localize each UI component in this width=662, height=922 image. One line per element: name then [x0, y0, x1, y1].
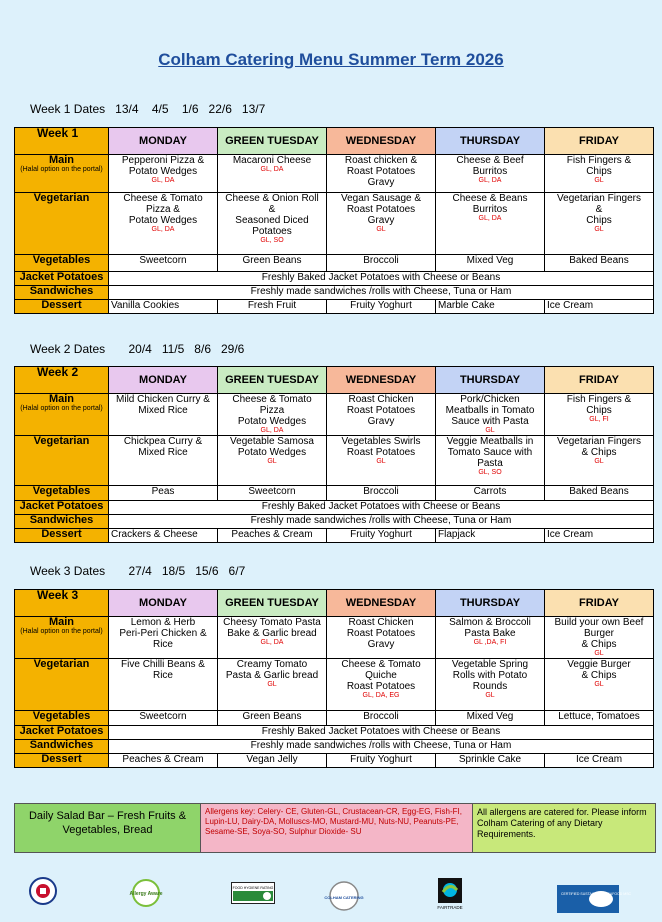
dish-name: Cheese & Onion Roll & Seasoned Diced Potatoes: [225, 193, 319, 237]
dish-name: Cheese & Beef Burritos: [456, 155, 524, 177]
dish-name: Vegetable Samosa Potato Wedges: [230, 436, 314, 458]
vegetarian-dish-monday: [109, 193, 218, 255]
dish-name: Roast Chicken Roast Potatoes Gravy: [346, 617, 416, 650]
dish-name: Cheesy Tomato Pasta Bake & Garlic bread: [223, 617, 321, 639]
dessert-friday: Ice Cream: [545, 300, 654, 314]
dish-name: Creamy Tomato Pasta & Garlic bread: [225, 659, 319, 681]
allergen-codes: GL: [594, 650, 604, 657]
allergen-codes: GL, DA: [478, 177, 502, 184]
day-header-monday: MONDAY: [109, 590, 218, 617]
day-header-thursday: THURSDAY: [436, 590, 545, 617]
vegetable-wednesday: Broccoli: [327, 486, 436, 501]
week-label: Week 1: [15, 128, 109, 155]
row-label-dessert: Dessert: [15, 754, 109, 768]
vegetable-green-tuesday: Sweetcorn: [218, 486, 327, 501]
header-row: [15, 128, 654, 155]
allergen-codes: GL, DA, EG: [362, 692, 400, 699]
dessert-green-tuesday: Fresh Fruit: [218, 300, 327, 314]
allergen-codes: GL: [485, 692, 495, 699]
dish-name: Vegetables Swirls Roast Potatoes: [341, 436, 421, 458]
dish-name: Build your own Beef Burger & Chips: [554, 617, 644, 650]
vegetarian-dish-thursday: [436, 193, 545, 255]
main-dish-green-tuesday: [218, 617, 327, 659]
dessert-monday: Peaches & Cream: [109, 754, 218, 768]
day-header-friday: FRIDAY: [545, 128, 654, 155]
catering-award-logo: [28, 876, 58, 906]
colham-catering-logo: [324, 880, 364, 912]
main-dish-green-tuesday: [218, 394, 327, 436]
header-row: [15, 367, 654, 394]
main-dish-friday: [545, 394, 654, 436]
dish-name: Fish Fingers & Chips: [566, 394, 632, 416]
allergen-codes: GL, SO: [478, 469, 502, 476]
day-header-monday: MONDAY: [109, 367, 218, 394]
dessert-row: [15, 300, 654, 314]
main-dish-monday: [109, 155, 218, 193]
dish-name: Five Chilli Beans & Rice: [121, 659, 205, 681]
main-dish-thursday: [436, 394, 545, 436]
dish-name: Mild Chicken Curry & Mixed Rice: [116, 394, 210, 416]
vegetarian-dish-wednesday: [327, 436, 436, 486]
allergen-codes: GL: [594, 681, 604, 688]
row-label-main: [15, 617, 109, 659]
logo-strip: [0, 870, 662, 915]
jacket-potatoes-row: [15, 726, 654, 740]
week-menu-table: [14, 366, 654, 543]
dish-name: Cheese & Tomato Pizza & Potato Wedges: [123, 193, 203, 226]
dish-name: Vegan Sausage & Roast Potatoes Gravy: [340, 193, 422, 226]
dish-name: Lemon & Herb Peri-Peri Chicken & Rice: [119, 617, 207, 650]
allergen-codes: GL: [267, 681, 277, 688]
vegetarian-dish-wednesday: [327, 193, 436, 255]
week-dates: Week 1 Dates 13/4 4/5 1/6 22/6 13/7: [30, 102, 266, 116]
main-row: [15, 617, 654, 659]
vegetables-row: [15, 255, 654, 272]
allergy-aware-text: Allergy Aware: [129, 891, 163, 897]
jacket-potatoes-row: [15, 501, 654, 515]
main-dish-wednesday: [327, 155, 436, 193]
vegetable-thursday: Mixed Veg: [436, 255, 545, 272]
row-label-jacket: Jacket Potatoes: [15, 272, 109, 286]
allergen-codes: GL: [376, 458, 386, 465]
vegetable-friday: Baked Beans: [545, 255, 654, 272]
main-dish-thursday: [436, 155, 545, 193]
day-header-friday: FRIDAY: [545, 367, 654, 394]
dessert-green-tuesday: Peaches & Cream: [218, 529, 327, 543]
vegetables-row: [15, 711, 654, 726]
allergen-codes: GL, DA: [260, 639, 284, 646]
dessert-friday: Ice Cream: [545, 529, 654, 543]
main-dish-thursday: [436, 617, 545, 659]
vegetable-friday: Lettuce, Tomatoes: [545, 711, 654, 726]
row-label-sandwiches: Sandwiches: [15, 515, 109, 529]
allergen-codes: GL, FI: [589, 416, 609, 423]
dessert-friday: Ice Cream: [545, 754, 654, 768]
main-dish-friday: [545, 617, 654, 659]
day-header-wednesday: WEDNESDAY: [327, 590, 436, 617]
row-label-main: [15, 155, 109, 193]
sandwiches-row: [15, 515, 654, 529]
jacket-potatoes-text: Freshly Baked Jacket Potatoes with Cheese or Beans: [109, 272, 654, 286]
dish-name: Chickpea Curry & Mixed Rice: [123, 436, 203, 458]
vegetable-thursday: Mixed Veg: [436, 711, 545, 726]
halal-note: (Halal option on the portal): [20, 405, 103, 412]
jacket-potatoes-text: Freshly Baked Jacket Potatoes with Cheese or Beans: [109, 726, 654, 740]
dish-name: Veggie Burger & Chips: [567, 659, 631, 681]
colham-logo-text: COLHAM CATERING: [324, 895, 364, 900]
allergen-codes: GL: [267, 458, 277, 465]
allergen-codes: GL, DA: [260, 166, 284, 173]
vegetable-monday: Peas: [109, 486, 218, 501]
msc-logo: [557, 885, 632, 913]
dessert-wednesday: Fruity Yoghurt: [327, 754, 436, 768]
main-dish-wednesday: [327, 394, 436, 436]
sandwiches-row: [15, 286, 654, 300]
vegetarian-dish-friday: [545, 436, 654, 486]
day-header-green-tuesday: GREEN TUESDAY: [218, 128, 327, 155]
main-dish-green-tuesday: [218, 155, 327, 193]
allergen-codes: GL: [376, 226, 386, 233]
jacket-potatoes-row: [15, 272, 654, 286]
day-header-green-tuesday: GREEN TUESDAY: [218, 367, 327, 394]
allergen-codes: GL, DA: [151, 226, 175, 233]
dish-name: Fish Fingers & Chips: [566, 155, 632, 177]
day-header-thursday: THURSDAY: [436, 128, 545, 155]
dish-name: Veggie Meatballs in Tomato Sauce with Pasta: [446, 436, 534, 469]
main-row: [15, 394, 654, 436]
page-title: Colham Catering Menu Summer Term 2026: [158, 50, 504, 69]
day-header-wednesday: WEDNESDAY: [327, 367, 436, 394]
row-label-sandwiches: Sandwiches: [15, 286, 109, 300]
vegetarian-dish-friday: [545, 659, 654, 711]
row-label-jacket: Jacket Potatoes: [15, 726, 109, 740]
row-label-dessert: Dessert: [15, 529, 109, 543]
main-row: [15, 155, 654, 193]
main-dish-monday: [109, 394, 218, 436]
vegetarian-dish-monday: [109, 659, 218, 711]
vegetable-green-tuesday: Green Beans: [218, 711, 327, 726]
row-label-jacket: Jacket Potatoes: [15, 501, 109, 515]
row-label-vegetables: Vegetables: [15, 255, 109, 272]
salad-bar-note: Daily Salad Bar – Fresh Fruits & Vegetables, Bread: [15, 804, 201, 852]
vegetarian-dish-green-tuesday: [218, 436, 327, 486]
dish-name: Vegetable Spring Rolls with Potato Rounds: [451, 659, 529, 692]
dessert-monday: Crackers & Cheese: [109, 529, 218, 543]
row-label-vegetarian: Vegetarian: [15, 436, 109, 486]
header-row: [15, 590, 654, 617]
allergen-codes: GL: [594, 458, 604, 465]
halal-note: (Halal option on the portal): [20, 628, 103, 635]
dish-name: Cheese & Beans Burritos: [452, 193, 528, 215]
dish-name: Pepperoni Pizza & Potato Wedges: [121, 155, 205, 177]
vegetarian-dish-green-tuesday: [218, 659, 327, 711]
allergen-codes: GL: [594, 226, 604, 233]
vegetarian-dish-friday: [545, 193, 654, 255]
allergen-codes: GL, DA: [478, 215, 502, 222]
day-header-monday: MONDAY: [109, 128, 218, 155]
sandwiches-text: Freshly made sandwiches /rolls with Cheese, Tuna or Ham: [109, 740, 654, 754]
food-hygiene-rating-logo: [231, 882, 275, 904]
dessert-thursday: Flapjack: [436, 529, 545, 543]
dish-name: Roast chicken & Roast Potatoes Gravy: [344, 155, 418, 188]
vegetables-row: [15, 486, 654, 501]
allergen-codes: GL, DA: [260, 427, 284, 434]
fairtrade-text: FAIRTRADE: [437, 905, 463, 910]
footer-info: [14, 803, 656, 853]
vegetarian-row: [15, 436, 654, 486]
week-dates: Week 2 Dates 20/4 11/5 8/6 29/6: [30, 342, 245, 356]
jacket-potatoes-text: Freshly Baked Jacket Potatoes with Cheese or Beans: [109, 501, 654, 515]
vegetarian-dish-thursday: [436, 436, 545, 486]
row-label-vegetables: Vegetables: [15, 711, 109, 726]
vegetable-thursday: Carrots: [436, 486, 545, 501]
week-menu-table: [14, 589, 654, 768]
sandwiches-text: Freshly made sandwiches /rolls with Cheese, Tuna or Ham: [109, 515, 654, 529]
row-label-vegetarian: Vegetarian: [15, 193, 109, 255]
vegetarian-row: [15, 193, 654, 255]
week-label: Week 2: [15, 367, 109, 394]
dessert-wednesday: Fruity Yoghurt: [327, 300, 436, 314]
row-label-vegetarian: Vegetarian: [15, 659, 109, 711]
main-label: Main: [48, 616, 75, 628]
week-label: Week 3: [15, 590, 109, 617]
vegetable-wednesday: Broccoli: [327, 255, 436, 272]
row-label-vegetables: Vegetables: [15, 486, 109, 501]
dessert-wednesday: Fruity Yoghurt: [327, 529, 436, 543]
dish-name: Salmon & Broccoli Pasta Bake: [449, 617, 531, 639]
vegetarian-dish-monday: [109, 436, 218, 486]
day-header-green-tuesday: GREEN TUESDAY: [218, 590, 327, 617]
dessert-row: [15, 754, 654, 768]
main-label: Main: [48, 154, 75, 166]
dish-name: Macaroni Cheese: [232, 155, 312, 166]
day-header-wednesday: WEDNESDAY: [327, 128, 436, 155]
dish-name: Vegetarian Fingers & Chips: [557, 436, 641, 458]
dessert-monday: Vanilla Cookies: [109, 300, 218, 314]
food-hygiene-text: FOOD HYGIENE RATING: [232, 886, 274, 890]
main-label: Main: [48, 393, 75, 405]
vegetable-monday: Sweetcorn: [109, 711, 218, 726]
dessert-green-tuesday: Vegan Jelly: [218, 754, 327, 768]
allergens-catered-note: All allergens are catered for. Please inform Colham Catering of any Dietary Requirements.: [473, 804, 655, 852]
week-dates: Week 3 Dates 27/4 18/5 15/6 6/7: [30, 564, 246, 578]
day-header-friday: FRIDAY: [545, 590, 654, 617]
allergen-codes: GL: [594, 177, 604, 184]
dish-name: Cheese & Tomato Quiche Roast Potatoes: [341, 659, 421, 692]
sandwiches-row: [15, 740, 654, 754]
week-menu-table: [14, 127, 654, 314]
vegetarian-row: [15, 659, 654, 711]
dish-name: Cheese & Tomato Pizza Potato Wedges: [232, 394, 312, 427]
vegetable-wednesday: Broccoli: [327, 711, 436, 726]
row-label-sandwiches: Sandwiches: [15, 740, 109, 754]
msc-text: CERTIFIED SUSTAINABLE SEAFOOD MSC: [561, 892, 632, 896]
dish-name: Roast Chicken Roast Potatoes Gravy: [346, 394, 416, 427]
vegetarian-dish-wednesday: [327, 659, 436, 711]
dish-name: Pork/Chicken Meatballs in Tomato Sauce with Pasta: [445, 394, 535, 427]
vegetable-green-tuesday: Green Beans: [218, 255, 327, 272]
sandwiches-text: Freshly made sandwiches /rolls with Cheese, Tuna or Ham: [109, 286, 654, 300]
row-label-dessert: Dessert: [15, 300, 109, 314]
dessert-thursday: Marble Cake: [436, 300, 545, 314]
vegetarian-dish-thursday: [436, 659, 545, 711]
allergen-codes: GL: [485, 427, 495, 434]
allergen-codes: GL, SO: [260, 237, 284, 244]
vegetable-friday: Baked Beans: [545, 486, 654, 501]
allergen-codes: GL ,DA, FI: [473, 639, 507, 646]
vegetable-monday: Sweetcorn: [109, 255, 218, 272]
day-header-thursday: THURSDAY: [436, 367, 545, 394]
dessert-thursday: Sprinkle Cake: [436, 754, 545, 768]
main-dish-wednesday: [327, 617, 436, 659]
allergens-key: Allergens key: Celery- CE, Gluten-GL, Crustacean-CR, Egg-EG, Fish-FI, Lupin-LU, Dairy-DA, Molluscs-MO, Mustard-MU, Nuts-NU, Peanuts-PE, Sesame-SE, Soya-SO, Sulphur Dioxide- SU: [201, 804, 473, 852]
fairtrade-logo: [438, 878, 462, 910]
main-dish-monday: [109, 617, 218, 659]
row-label-main: [15, 394, 109, 436]
allergy-aware-logo: [131, 878, 161, 908]
allergen-codes: GL, DA: [151, 177, 175, 184]
dish-name: Vegetarian Fingers & Chips: [557, 193, 641, 226]
vegetarian-dish-green-tuesday: [218, 193, 327, 255]
halal-note: (Halal option on the portal): [20, 166, 103, 173]
dessert-row: [15, 529, 654, 543]
main-dish-friday: [545, 155, 654, 193]
